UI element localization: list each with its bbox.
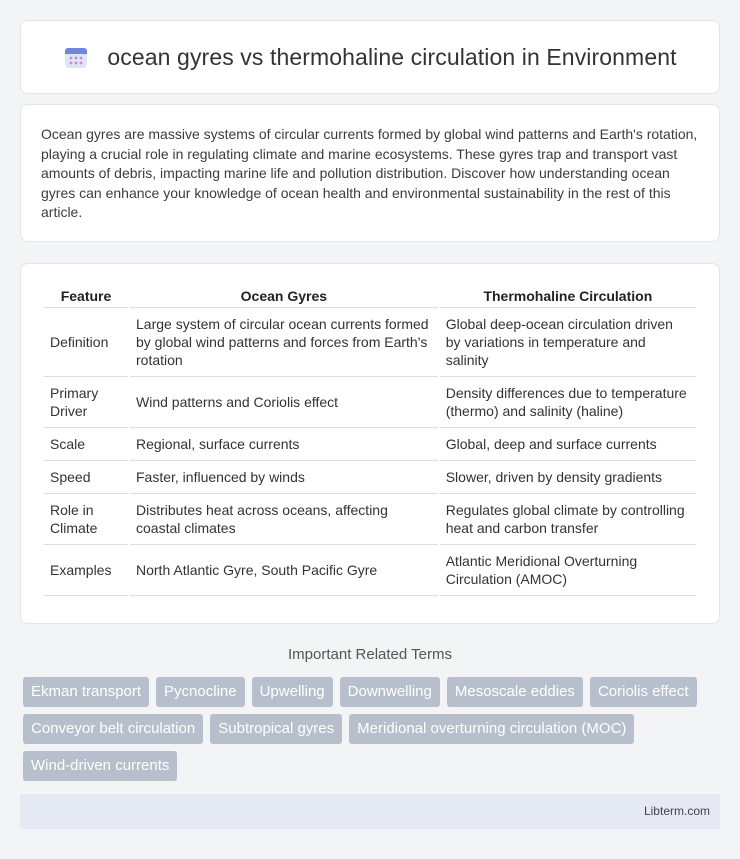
footer	[20, 794, 720, 829]
table-row	[44, 308, 696, 377]
row-feature: Role in Climate	[44, 494, 128, 545]
related-terms-list	[23, 677, 723, 781]
header-ocean-gyres: Ocean Gyres	[130, 282, 438, 308]
row-ocean-gyres: Large system of circular ocean currents formed by global wind patterns and forces from Earth's rotation	[130, 308, 438, 377]
related-term-tag[interactable]: Conveyor belt circulation	[23, 714, 203, 744]
related-term-tag[interactable]: Coriolis effect	[590, 677, 697, 707]
row-ocean-gyres: Regional, surface currents	[130, 428, 438, 461]
row-thermohaline: Atlantic Meridional Overturning Circulation (AMOC)	[440, 545, 696, 596]
comparison-card	[20, 263, 720, 624]
related-term-tag[interactable]: Pycnocline	[156, 677, 245, 707]
table-row	[44, 494, 696, 545]
related-terms-title: Important Related Terms	[288, 646, 452, 663]
row-thermohaline: Global deep-ocean circulation driven by variations in temperature and salinity	[440, 308, 696, 377]
table-row	[44, 377, 696, 428]
row-ocean-gyres: Distributes heat across oceans, affecting coastal climates	[130, 494, 438, 545]
related-term-tag[interactable]: Upwelling	[252, 677, 333, 707]
row-thermohaline: Slower, driven by density gradients	[440, 461, 696, 494]
row-ocean-gyres: Wind patterns and Coriolis effect	[130, 377, 438, 428]
related-term-tag[interactable]: Downwelling	[340, 677, 440, 707]
row-ocean-gyres: Faster, influenced by winds	[130, 461, 438, 494]
header-card	[20, 20, 720, 94]
related-term-tag[interactable]: Wind-driven currents	[23, 751, 177, 781]
table-header-row	[44, 282, 696, 308]
related-term-tag[interactable]: Ekman transport	[23, 677, 149, 707]
page-title: ocean gyres vs thermohaline circulation in Environment	[107, 43, 677, 70]
related-term-tag[interactable]: Mesoscale eddies	[447, 677, 583, 707]
row-thermohaline: Regulates global climate by controlling heat and carbon transfer	[440, 494, 696, 545]
intro-text: Ocean gyres are massive systems of circular currents formed by global wind patterns and Earth's rotation, playing a crucial role in regulating climate and marine ecosystems. These gyres trap and transport vast amounts of debris, impacting marine life and pollution distribution. Discover how understanding ocean gyres can enhance your knowledge of ocean health and environmental sustainability in the rest of this article.	[41, 126, 698, 221]
footer-brand-link[interactable]: Libterm.com	[643, 804, 710, 818]
header-feature: Feature	[44, 282, 128, 308]
row-ocean-gyres: North Atlantic Gyre, South Pacific Gyre	[130, 545, 438, 596]
row-feature: Definition	[44, 308, 128, 377]
row-feature: Scale	[44, 428, 128, 461]
calendar-icon	[63, 44, 89, 70]
row-feature: Primary Driver	[44, 377, 128, 428]
related-term-tag[interactable]: Meridional overturning circulation (MOC)	[349, 714, 634, 744]
intro-card	[20, 104, 720, 242]
table-row	[44, 428, 696, 461]
table-row	[44, 545, 696, 596]
related-term-tag[interactable]: Subtropical gyres	[210, 714, 342, 744]
row-feature: Examples	[44, 545, 128, 596]
title-wrap	[63, 44, 676, 71]
table-row	[44, 461, 696, 494]
comparison-table	[42, 282, 698, 596]
header-thermohaline: Thermohaline Circulation	[440, 282, 696, 308]
row-thermohaline: Global, deep and surface currents	[440, 428, 696, 461]
row-thermohaline: Density differences due to temperature (thermo) and salinity (haline)	[440, 377, 696, 428]
row-feature: Speed	[44, 461, 128, 494]
